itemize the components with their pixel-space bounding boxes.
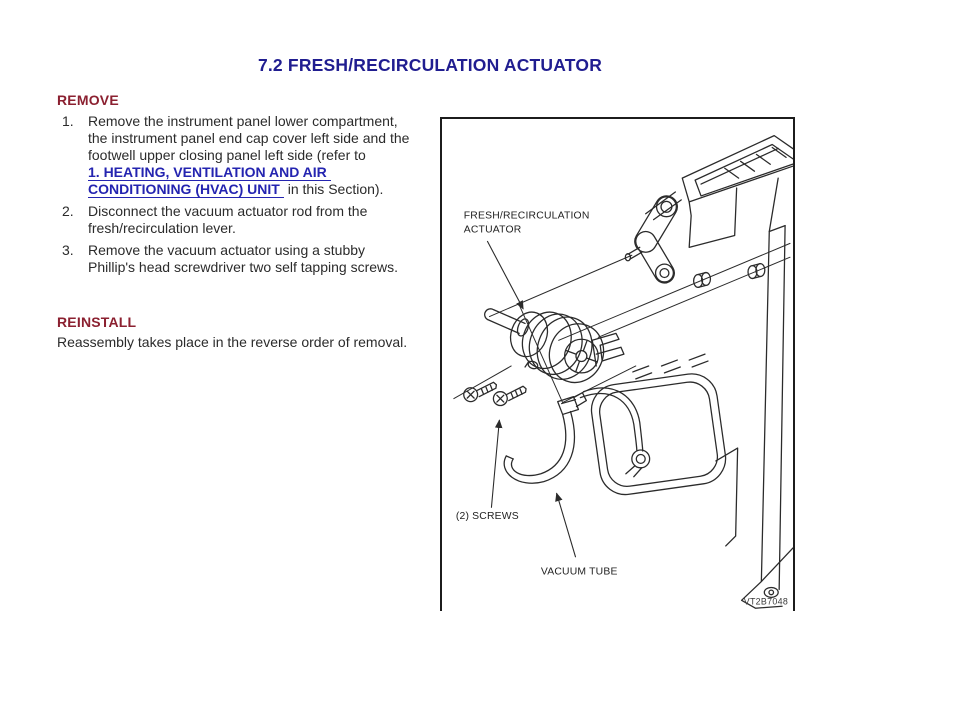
label-vacuum-tube: VACUUM TUBE xyxy=(540,566,618,578)
grommet-bushings xyxy=(694,264,765,288)
step-number: 3. xyxy=(62,242,74,258)
figure-code: VT2B7048 xyxy=(743,596,789,607)
step-number: 1. xyxy=(62,113,74,129)
label-actuator: FRESH/RECIRCULATION xyxy=(463,210,590,222)
step-text xyxy=(88,203,442,237)
section-heading-reinstall: REINSTALL xyxy=(57,314,137,330)
vacuum-tube-drawing xyxy=(504,393,586,484)
step-line: Remove the instrument panel lower compartment, xyxy=(88,113,398,129)
actuator-drawing xyxy=(485,305,624,390)
lever-bracket-drawing xyxy=(625,192,681,287)
step-line: Disconnect the vacuum actuator rod from the xyxy=(88,203,368,219)
hvac-housing-drawing xyxy=(682,136,793,609)
step-line xyxy=(88,164,442,181)
step-line xyxy=(88,181,442,198)
step-2 xyxy=(62,203,442,237)
step-line: fresh/recirculation lever. xyxy=(88,220,236,236)
step-3 xyxy=(62,242,442,276)
projection-lines xyxy=(454,243,790,402)
step-line: the instrument panel end cap cover left side and the xyxy=(88,130,410,146)
screws-drawing xyxy=(464,382,526,405)
page-title: 7.2 FRESH/RECIRCULATION ACTUATOR xyxy=(257,55,603,75)
reinstall-text: Reassembly takes place in the reverse order of removal. xyxy=(57,334,408,350)
section-heading-remove: REMOVE xyxy=(57,92,119,108)
heater-case-drawing xyxy=(580,354,728,498)
step-line: footwell upper closing panel left side (refer to xyxy=(88,147,366,163)
label-screws: (2) SCREWS xyxy=(455,511,519,523)
hvac-section-link[interactable]: 1. HEATING, VENTILATION AND AIR xyxy=(88,164,331,181)
step-line: Phillip's head screwdriver two self tapping screws. xyxy=(88,259,399,275)
step-line-suffix: in this Section). xyxy=(283,181,384,197)
step-text xyxy=(88,242,442,276)
step-line: Remove the vacuum actuator using a stubby xyxy=(88,242,366,258)
hvac-section-link[interactable]: CONDITIONING (HVAC) UNIT xyxy=(88,181,284,198)
label-actuator: ACTUATOR xyxy=(463,224,522,236)
step-1 xyxy=(62,113,442,198)
figure-svg xyxy=(442,119,793,611)
step-text xyxy=(88,113,442,198)
remove-steps xyxy=(62,113,442,281)
step-number: 2. xyxy=(62,203,74,219)
figure-frame xyxy=(440,117,795,611)
